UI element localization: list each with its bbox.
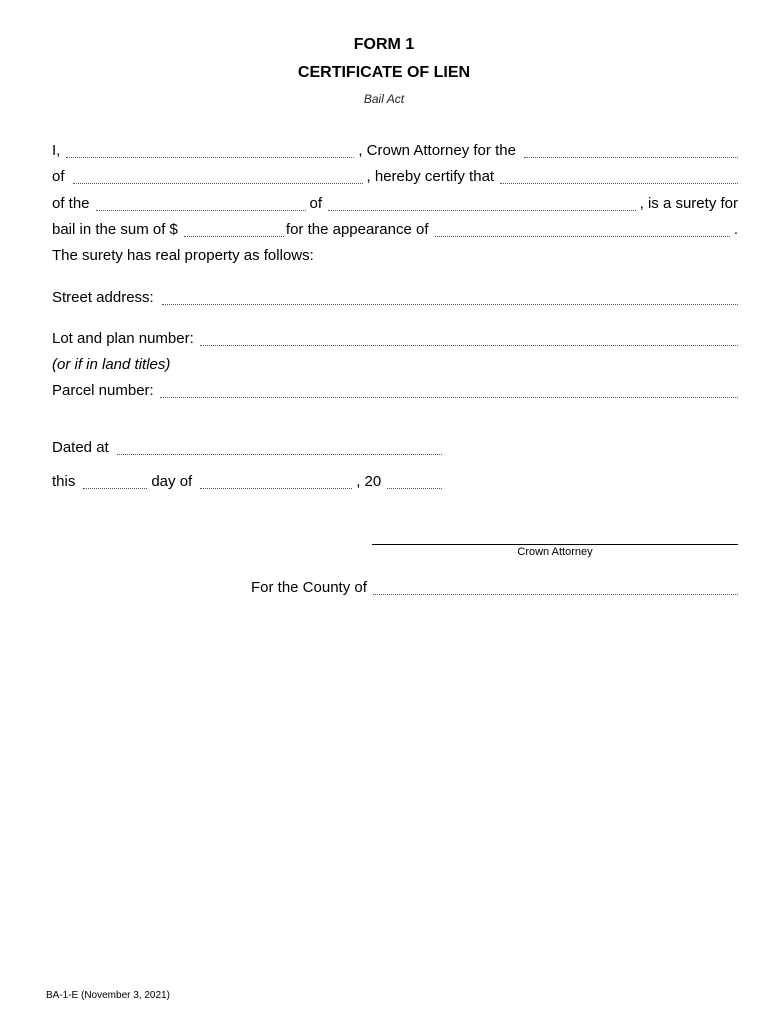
crown-attorney-label: Crown Attorney bbox=[517, 546, 593, 558]
signature-line[interactable] bbox=[372, 544, 738, 545]
form-title: CERTIFICATE OF LIEN bbox=[297, 64, 471, 81]
dated-at-label: Dated at bbox=[52, 439, 109, 456]
this-label: this bbox=[52, 473, 76, 490]
location-field[interactable] bbox=[73, 167, 363, 184]
jurisdiction-field[interactable] bbox=[524, 141, 738, 158]
form-number: FORM 1 bbox=[353, 36, 415, 53]
certify-line-5 bbox=[52, 243, 738, 265]
line1-prefix: I, bbox=[52, 142, 61, 159]
line3-prefix: of the bbox=[52, 195, 90, 212]
county-label: For the County of bbox=[251, 579, 367, 596]
name-field[interactable] bbox=[66, 141, 354, 158]
property-intro: The surety has real property as follows: bbox=[52, 247, 314, 264]
line4-mid: for the appearance of bbox=[285, 221, 429, 238]
year-prefix: , 20 bbox=[356, 473, 382, 490]
land-titles-row bbox=[52, 352, 738, 374]
dated-at-field[interactable] bbox=[117, 438, 442, 455]
surety-municipality-field[interactable] bbox=[96, 194, 306, 211]
land-titles-note: (or if in land titles) bbox=[52, 356, 171, 373]
parcel-row bbox=[52, 378, 738, 400]
bail-amount-field[interactable] bbox=[184, 220, 284, 237]
line2-prefix: of bbox=[52, 168, 65, 185]
line3-mid: of bbox=[309, 195, 323, 212]
line1-mid: , Crown Attorney for the bbox=[358, 142, 516, 159]
date-row bbox=[52, 469, 442, 491]
line2-mid: , hereby certify that bbox=[366, 168, 495, 185]
form-code: BA-1-E (November 3, 2021) bbox=[46, 990, 170, 1001]
day-of-label: day of bbox=[151, 473, 193, 490]
parcel-label: Parcel number: bbox=[52, 382, 154, 399]
certify-line-2 bbox=[52, 164, 738, 186]
month-field[interactable] bbox=[200, 472, 352, 489]
parcel-number-field[interactable] bbox=[160, 381, 738, 398]
street-address-label: Street address: bbox=[52, 289, 154, 306]
dated-at-row bbox=[52, 435, 442, 457]
surety-region-field[interactable] bbox=[328, 194, 636, 211]
surety-name-field[interactable] bbox=[500, 167, 738, 184]
street-address-row bbox=[52, 285, 738, 307]
line4-prefix: bail in the sum of $ bbox=[52, 221, 178, 238]
certify-line-4 bbox=[52, 217, 738, 239]
county-row bbox=[251, 575, 738, 597]
day-field[interactable] bbox=[83, 472, 147, 489]
street-address-field[interactable] bbox=[162, 288, 738, 305]
lot-plan-row bbox=[52, 326, 738, 348]
certify-line-3 bbox=[52, 191, 738, 213]
certify-line-1 bbox=[52, 138, 738, 160]
year-field[interactable] bbox=[387, 472, 442, 489]
lot-plan-field[interactable] bbox=[200, 329, 738, 346]
line3-suffix: , is a surety for bbox=[639, 195, 738, 212]
line4-suffix: . bbox=[733, 221, 738, 238]
act-name: Bail Act bbox=[363, 92, 405, 106]
county-field[interactable] bbox=[373, 578, 738, 595]
lot-plan-label: Lot and plan number: bbox=[52, 330, 194, 347]
accused-name-field[interactable] bbox=[435, 220, 730, 237]
